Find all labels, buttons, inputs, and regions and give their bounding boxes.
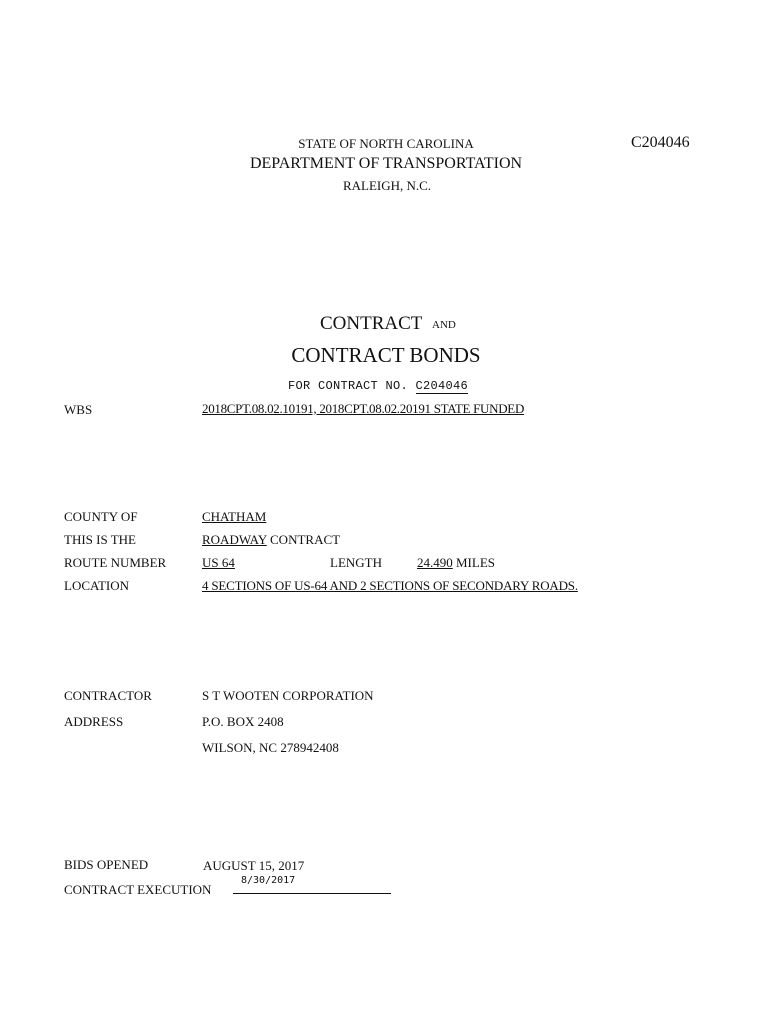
execution-signature-line [233, 893, 391, 894]
state-heading: STATE OF NORTH CAROLINA [298, 136, 474, 151]
length-label: LENGTH [330, 555, 382, 570]
contractor-label: CONTRACTOR [64, 688, 152, 703]
length-line [417, 555, 495, 571]
bids-opened-value: AUGUST 15, 2017 [203, 858, 305, 873]
city-heading: RALEIGH, N.C. [342, 178, 432, 193]
department-heading: DEPARTMENT OF TRANSPORTATION [249, 155, 523, 172]
contract-execution-label: CONTRACT EXECUTION [64, 882, 212, 897]
length-value: 24.490 [417, 555, 453, 570]
wbs-label: WBS [64, 402, 93, 417]
location-value: 4 SECTIONS OF US-64 AND 2 SECTIONS OF SECONDARY ROADS. [202, 578, 578, 593]
contractor-name: S T WOOTEN CORPORATION [202, 688, 374, 703]
location-label: LOCATION [64, 578, 129, 593]
for-contract-prefix: FOR CONTRACT NO. [288, 379, 409, 393]
address-label: ADDRESS [64, 714, 124, 729]
for-contract-line [288, 379, 468, 394]
contract-execution-value: 8/30/2017 [241, 875, 296, 886]
title-contract-bonds: CONTRACT BONDS [291, 343, 481, 367]
contract-type-suffix: CONTRACT [270, 532, 341, 547]
county-label: COUNTY OF [64, 509, 138, 524]
address-line-2: WILSON, NC 278942408 [202, 740, 339, 755]
route-label: ROUTE NUMBER [64, 555, 167, 570]
address-line-1: P.O. BOX 2408 [202, 714, 284, 729]
county-value: CHATHAM [202, 509, 267, 524]
title-contract: CONTRACT [320, 313, 423, 334]
contract-type-label: THIS IS THE [64, 532, 136, 547]
route-value: US 64 [202, 555, 235, 570]
length-unit: MILES [456, 555, 495, 570]
contract-type-line [202, 532, 340, 548]
for-contract-number: C204046 [415, 379, 469, 393]
title-and: AND [432, 319, 456, 331]
wbs-value: 2018CPT.08.02.10191, 2018CPT.08.02.20191 STATE FUNDED [202, 401, 525, 416]
contract-type-value: ROADWAY [202, 532, 267, 547]
contract-id: C204046 [631, 134, 690, 151]
bids-opened-label: BIDS OPENED [64, 857, 149, 872]
